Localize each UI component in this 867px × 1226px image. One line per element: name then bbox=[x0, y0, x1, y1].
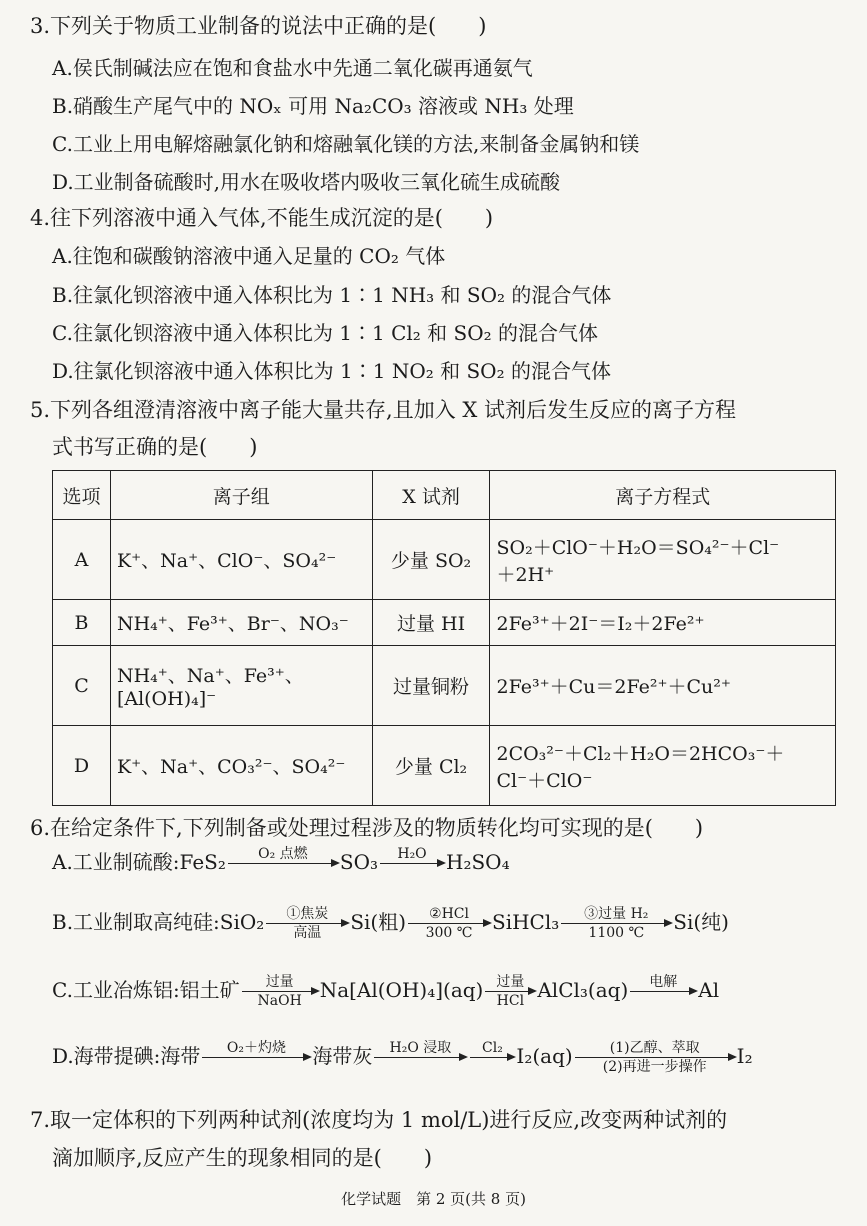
reaction-arrow-icon: ③过量 H₂ 1100 ℃ bbox=[561, 906, 671, 941]
reaction-arrow-icon: ①焦炭 高温 bbox=[266, 906, 348, 941]
equation-line: 2CO₃²⁻＋Cl₂＋H₂O＝2HCO₃⁻＋ bbox=[496, 742, 785, 765]
table-header-row bbox=[53, 471, 836, 520]
species: Na[Al(OH)₄](aq) bbox=[319, 978, 484, 1002]
question-6-option-c bbox=[52, 974, 719, 1009]
table-cell-reagent: 过量铜粉 bbox=[372, 646, 490, 726]
table-cell-option: D bbox=[53, 726, 111, 806]
table-header: 离子组 bbox=[110, 471, 372, 520]
table-cell-ions: K⁺、Na⁺、ClO⁻、SO₄²⁻ bbox=[110, 520, 372, 600]
question-7-stem-line2: 滴加顺序,反应产生的现象相同的是( ) bbox=[52, 1146, 433, 1170]
question-5-stem-line1: 5.下列各组澄清溶液中离子能大量共存,且加入 X 试剂后发生反应的离子方程 bbox=[30, 398, 737, 422]
reaction-arrow-icon: (1)乙醇、萃取 (2)再进一步操作 bbox=[575, 1040, 735, 1075]
question-3-option-a: A.侯氏制碱法应在饱和食盐水中先通二氧化碳再通氨气 bbox=[52, 56, 533, 80]
question-5-table bbox=[52, 470, 836, 806]
question-7-stem-line1: 7.取一定体积的下列两种试剂(浓度均为 1 mol/L)进行反应,改变两种试剂的 bbox=[30, 1108, 728, 1132]
species: Si(粗) bbox=[350, 910, 407, 934]
equation-line: Cl⁻＋ClO⁻ bbox=[496, 769, 593, 792]
species: H₂SO₄ bbox=[446, 850, 510, 874]
species: SiHCl₃ bbox=[492, 910, 560, 934]
table-cell-option: B bbox=[53, 600, 111, 646]
reaction-arrow-icon: O₂ 点燃 bbox=[228, 846, 338, 881]
reaction-arrow-icon: 过量 HCl bbox=[485, 974, 535, 1009]
question-4-stem: 4.往下列溶液中通入气体,不能生成沉淀的是( ) bbox=[30, 206, 494, 230]
table-cell-option: C bbox=[53, 646, 111, 726]
table-cell-ions: K⁺、Na⁺、CO₃²⁻、SO₄²⁻ bbox=[110, 726, 372, 806]
table-cell-ions: NH₄⁺、Fe³⁺、Br⁻、NO₃⁻ bbox=[110, 600, 372, 646]
reaction-arrow-icon: ②HCl 300 ℃ bbox=[408, 906, 490, 941]
question-6-option-b bbox=[52, 906, 729, 941]
question-4-option-b: B.往氯化钡溶液中通入体积比为 1∶1 NH₃ 和 SO₂ 的混合气体 bbox=[52, 283, 612, 307]
table-cell-option: A bbox=[53, 520, 111, 600]
option-d-label: D.海带提碘:海带 bbox=[52, 1044, 201, 1068]
question-3-option-d: D.工业制备硫酸时,用水在吸收塔内吸收三氧化硫生成硫酸 bbox=[52, 170, 561, 194]
table-header: 离子方程式 bbox=[490, 471, 836, 520]
question-3-option-b: B.硝酸生产尾气中的 NOₓ 可用 Na₂CO₃ 溶液或 NH₃ 处理 bbox=[52, 94, 574, 118]
question-6-option-a bbox=[52, 846, 510, 881]
question-5-stem-line2: 式书写正确的是( ) bbox=[52, 435, 258, 459]
ions-line: [Al(OH)₄]⁻ bbox=[116, 688, 217, 710]
option-b-label: B.工业制取高纯硅:SiO₂ bbox=[52, 910, 265, 934]
table-row bbox=[53, 600, 836, 646]
table-cell-reagent: 过量 HI bbox=[372, 600, 490, 646]
table-row bbox=[53, 520, 836, 600]
question-4-option-c: C.往氯化钡溶液中通入体积比为 1∶1 Cl₂ 和 SO₂ 的混合气体 bbox=[52, 321, 599, 345]
species: 海带灰 bbox=[312, 1044, 373, 1068]
species: I₂(aq) bbox=[516, 1044, 573, 1068]
table-cell-reagent: 少量 Cl₂ bbox=[372, 726, 490, 806]
reaction-arrow-icon: 电解 bbox=[630, 974, 696, 1009]
question-6-stem: 6.在给定条件下,下列制备或处理过程涉及的物质转化均可实现的是( ) bbox=[30, 816, 704, 840]
table-row bbox=[53, 646, 836, 726]
question-6-option-d bbox=[52, 1040, 753, 1075]
question-4-option-d: D.往氯化钡溶液中通入体积比为 1∶1 NO₂ 和 SO₂ 的混合气体 bbox=[52, 359, 611, 383]
table-header: 选项 bbox=[53, 471, 111, 520]
equation-line: SO₂＋ClO⁻＋H₂O＝SO₄²⁻＋Cl⁻ bbox=[496, 536, 780, 559]
species: SO₃ bbox=[339, 850, 379, 874]
question-3-stem: 3.下列关于物质工业制备的说法中正确的是( ) bbox=[30, 14, 487, 38]
species: AlCl₃(aq) bbox=[537, 978, 629, 1002]
equation-line: ＋2H⁺ bbox=[496, 563, 555, 586]
species: Al bbox=[698, 978, 720, 1002]
reaction-arrow-icon: O₂＋灼烧 bbox=[202, 1040, 310, 1075]
table-header: X 试剂 bbox=[372, 471, 490, 520]
table-cell-reagent: 少量 SO₂ bbox=[372, 520, 490, 600]
page-footer: 化学试题 第 2 页(共 8 页) bbox=[341, 1190, 526, 1208]
table-cell-equation: 2Fe³⁺＋2I⁻＝I₂＋2Fe²⁺ bbox=[490, 600, 836, 646]
question-3-option-c: C.工业上用电解熔融氯化钠和熔融氧化镁的方法,来制备金属钠和镁 bbox=[52, 132, 640, 156]
table-row bbox=[53, 726, 836, 806]
table-cell-equation: 2Fe³⁺＋Cu＝2Fe²⁺＋Cu²⁺ bbox=[490, 646, 836, 726]
ions-line: NH₄⁺、Na⁺、Fe³⁺、 bbox=[116, 665, 304, 687]
question-4-option-a: A.往饱和碳酸钠溶液中通入足量的 CO₂ 气体 bbox=[52, 244, 446, 268]
reaction-arrow-icon: Cl₂ bbox=[470, 1040, 514, 1075]
species: I₂ bbox=[736, 1044, 753, 1068]
table-cell-equation bbox=[490, 520, 836, 600]
reaction-arrow-icon: H₂O bbox=[380, 846, 444, 881]
table-cell-equation bbox=[490, 726, 836, 806]
table-cell-ions bbox=[110, 646, 372, 726]
reaction-arrow-icon: 过量 NaOH bbox=[242, 974, 318, 1009]
option-c-label: C.工业冶炼铝:铝土矿 bbox=[52, 978, 240, 1002]
reaction-arrow-icon: H₂O 浸取 bbox=[374, 1040, 466, 1075]
option-a-label: A.工业制硫酸:FeS₂ bbox=[52, 850, 226, 874]
species: Si(纯) bbox=[673, 910, 729, 934]
